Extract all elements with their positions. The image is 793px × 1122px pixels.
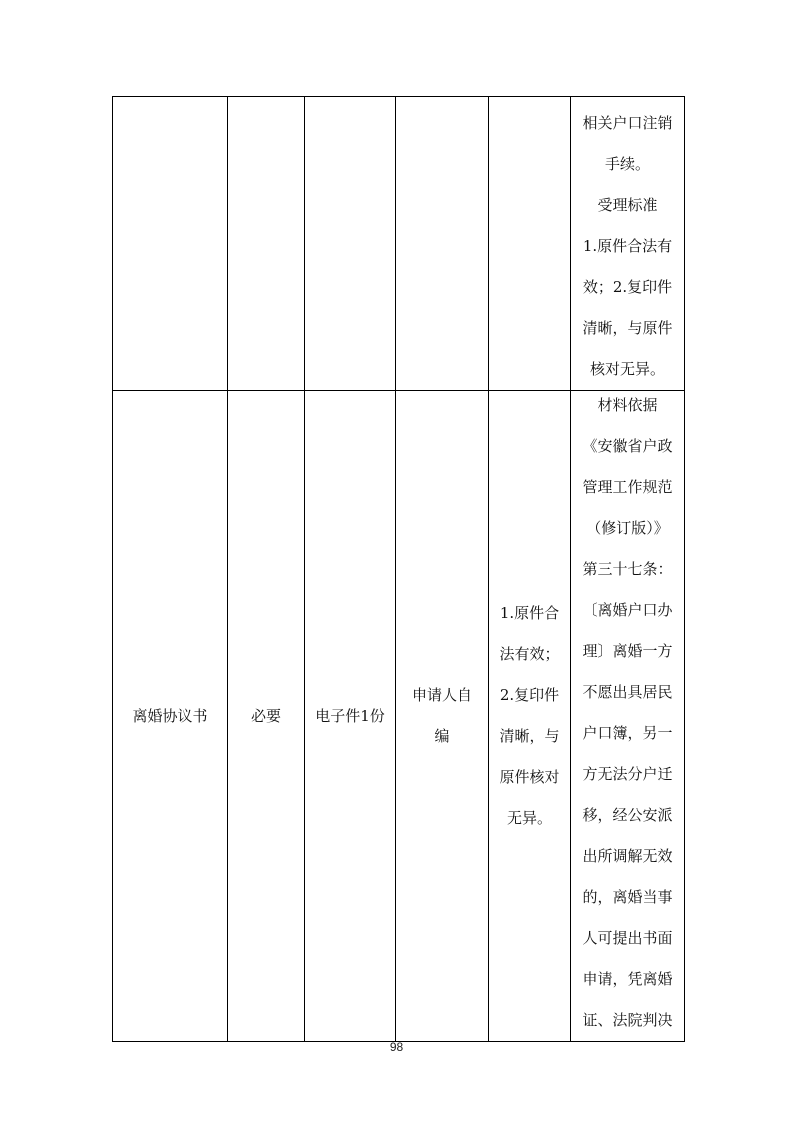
text-line: 移，经公安派 <box>582 806 673 824</box>
text-line: 方无法分户迁 <box>582 765 673 783</box>
text-line: 编 <box>434 727 450 745</box>
text-line: 材料依据 <box>597 396 658 414</box>
form-cell <box>305 391 396 1042</box>
text-line: 证、法院判决 <box>582 1011 673 1029</box>
text-line: （修订版）》 <box>586 519 669 537</box>
text-line: 手续。 <box>604 155 650 173</box>
text-line: 清晰，与原件 <box>582 319 673 337</box>
text-line: 核对无异。 <box>589 360 665 378</box>
material-name-cell <box>113 391 228 1042</box>
requirement: 必要 <box>250 706 281 725</box>
material-form: 电子件1份 <box>315 706 385 725</box>
text-line: 申请人自 <box>411 686 472 704</box>
material-name: 离婚协议书 <box>132 706 208 725</box>
text-line: 申请，凭离婚 <box>582 970 673 988</box>
material-name-cell <box>113 97 228 391</box>
text-line: 2.复印件 <box>499 686 560 704</box>
text-line: 效；2.复印件 <box>582 278 673 296</box>
standard-cell <box>489 97 571 391</box>
basis-cell <box>571 97 685 391</box>
requirement-cell <box>228 97 305 391</box>
text-line: 相关户口注销 <box>582 114 673 132</box>
requirement-cell <box>228 391 305 1042</box>
page-number: 98 <box>389 1040 404 1054</box>
text-line: 理〕离婚一方 <box>582 642 673 660</box>
standard-cell <box>489 391 571 1042</box>
text-line: 清晰，与 <box>499 727 560 745</box>
text-line: 人可提出书面 <box>582 929 673 947</box>
source-text <box>396 675 488 757</box>
text-line: 不愿出具居民 <box>582 683 673 701</box>
text-line: 户口簿，另一 <box>582 724 673 742</box>
text-line: 法有效； <box>499 645 560 663</box>
table-row <box>113 97 685 391</box>
text-line: 1.原件合 <box>499 604 560 622</box>
basis-text <box>571 97 684 390</box>
text-line: 原件核对 <box>499 768 560 786</box>
text-line: 1.原件合法有 <box>582 237 673 255</box>
text-line: 的，离婚当事 <box>582 888 673 906</box>
form-cell <box>305 97 396 391</box>
text-line: 受理标准 <box>597 196 658 214</box>
table-row <box>113 391 685 1042</box>
text-line: 无异。 <box>506 809 552 827</box>
standard-text <box>489 593 570 839</box>
basis-text <box>571 385 684 1041</box>
materials-table <box>112 96 685 1042</box>
text-line: 管理工作规范 <box>582 478 673 496</box>
text-line: 〔离婚户口办 <box>582 601 673 619</box>
text-line: 出所调解无效 <box>582 847 673 865</box>
source-cell <box>396 391 489 1042</box>
text-line: 《安徽省户政 <box>582 437 673 455</box>
text-line: 第三十七条： <box>582 560 673 578</box>
basis-cell <box>571 391 685 1042</box>
source-cell <box>396 97 489 391</box>
